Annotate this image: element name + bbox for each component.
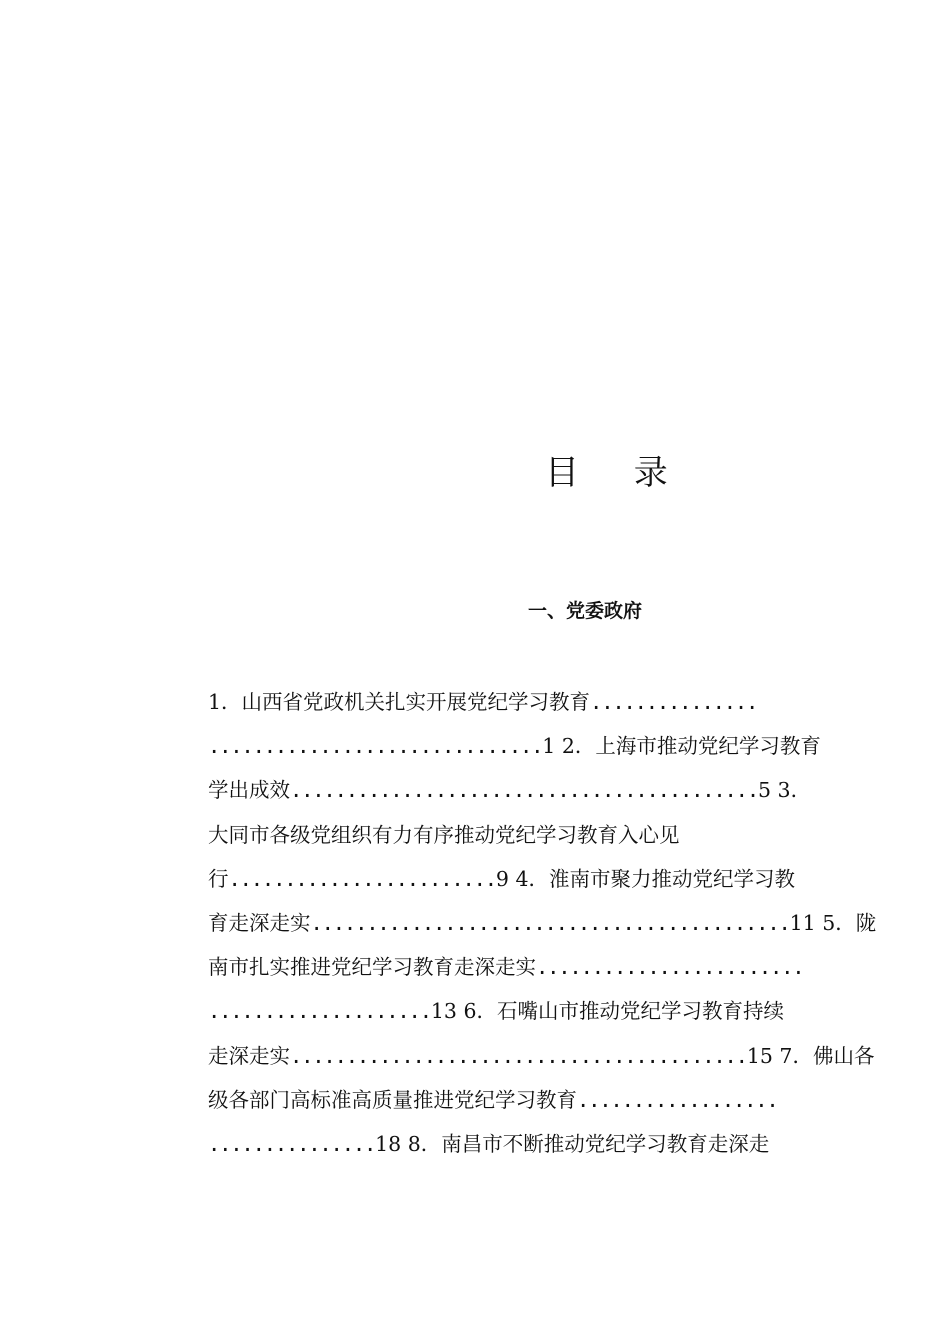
toc-line (208, 684, 758, 728)
toc-line-tail: 5 3． (757, 778, 812, 803)
toc-line (208, 905, 877, 949)
toc-line-dots: .................... (208, 999, 431, 1024)
toc-line-dots: ............... (590, 690, 758, 714)
toc-line-dots: ........................ (228, 866, 496, 891)
toc-line-text: 学出成效 (208, 778, 290, 803)
toc-title: 目 录 (545, 453, 690, 493)
toc-line-dots: ........................................... (310, 910, 790, 935)
toc-line-text: 1．山西省党政机关扎实开展党纪学习教育 (208, 690, 591, 714)
toc-line-dots: .............................. (208, 734, 543, 759)
toc-line-dots: ......................................... (290, 1043, 747, 1068)
toc-line-dots: ........................ (536, 955, 804, 980)
toc-line (208, 1038, 875, 1082)
toc-line-tail: 9 4．淮南市聚力推动党纪学习教 (495, 866, 796, 891)
section-heading: 一、党委政府 (528, 600, 643, 622)
toc-line-dots: ............... (208, 1131, 376, 1156)
toc-line-tail: 1 2．上海市推动党纪学习教育 (542, 734, 821, 759)
toc-line (208, 861, 796, 905)
toc-line (208, 772, 812, 816)
toc-line (208, 1126, 770, 1170)
toc-line (208, 949, 804, 993)
toc-line-tail: 11 5．陇 (789, 910, 877, 935)
toc-line (208, 817, 748, 861)
toc-line-text: 大同市各级党组织有力有序推动党纪学习教育入心见 (208, 822, 680, 847)
toc-line-text: 育走深走实 (208, 910, 311, 935)
toc-line-dots: .......................................... (290, 778, 758, 803)
toc-line (208, 1082, 778, 1126)
toc-line-tail: 13 6．石嘴山市推动党纪学习教育持续 (430, 999, 784, 1024)
toc-line-tail: 15 7．佛山各 (746, 1043, 875, 1068)
toc-line-text: 级各部门高标准高质量推进党纪学习教育 (208, 1087, 577, 1112)
toc-line-text: 行 (208, 866, 229, 891)
toc-line-tail: 18 8．南昌市不断推动党纪学习教育走深走 (375, 1131, 770, 1156)
toc-line-dots: .................. (577, 1087, 778, 1112)
toc-line-text: 南市扎实推进党纪学习教育走深走实 (208, 955, 536, 980)
toc-line (208, 728, 821, 772)
table-of-contents (208, 684, 877, 1170)
toc-line-text: 走深走实 (208, 1043, 290, 1068)
toc-line (208, 993, 784, 1037)
